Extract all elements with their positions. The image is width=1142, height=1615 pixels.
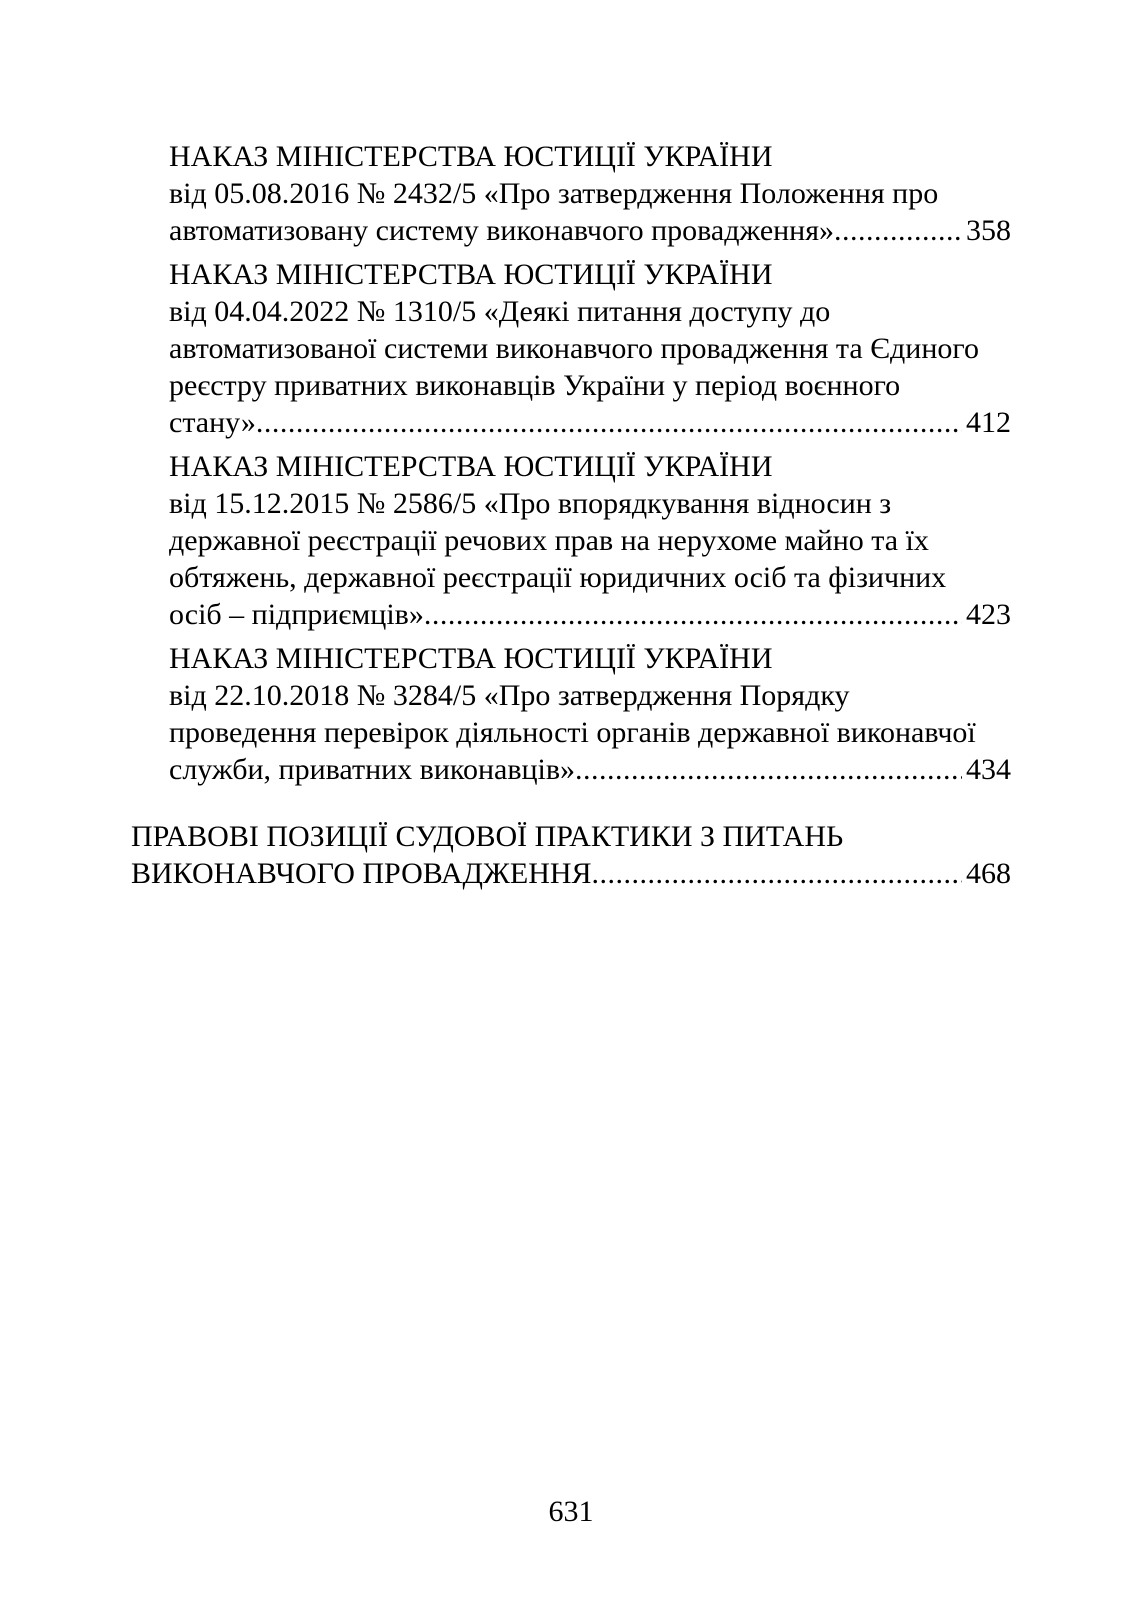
- entry-text-line: від 05.08.2016 № 2432/5 «Про затвердження Положення про: [169, 177, 939, 210]
- toc-entry: [169, 448, 1011, 633]
- entry-last-line: [169, 596, 1011, 633]
- entry-text-line: державної реєстрації речових прав на нерухоме майно та їх: [169, 524, 929, 557]
- entry-heading: НАКАЗ МІНІСТЕРСТВА ЮСТИЦІЇ УКРАЇНИ: [169, 450, 773, 483]
- page-number: 423: [966, 598, 1011, 631]
- toc-entry: [169, 256, 1011, 441]
- entry-text-line: стану»: [169, 406, 256, 439]
- page-number: 358: [966, 214, 1011, 247]
- entry-text-line: від 22.10.2018 № 3284/5 «Про затвердження Порядку: [169, 679, 850, 712]
- entry-heading: НАКАЗ МІНІСТЕРСТВА ЮСТИЦІЇ УКРАЇНИ: [169, 140, 773, 173]
- entry-last-line: [169, 212, 1011, 249]
- page-number: 468: [966, 857, 1011, 890]
- entry-text-line: від 04.04.2022 № 1310/5 «Деякі питання доступу до: [169, 295, 831, 328]
- section-heading: ПРАВОВІ ПОЗИЦІЇ СУДОВОЇ ПРАКТИКИ З ПИТАНЬ: [131, 820, 844, 853]
- toc-entry: [169, 640, 1011, 788]
- entry-text-line: проведення перевірок діяльності органів державної виконавчої: [169, 716, 976, 749]
- page-number: 434: [966, 753, 1011, 786]
- section-last-line: [131, 855, 1011, 892]
- entry-text-line: автоматизовану систему виконавчого провадження»: [169, 214, 835, 247]
- entry-text-line: служби, приватних виконавців»: [169, 753, 576, 786]
- dot-leader: [575, 751, 962, 788]
- entry-text-line: автоматизованої системи виконавчого провадження та Єдиного: [169, 332, 979, 365]
- dot-leader: [592, 855, 962, 892]
- entry-text-line: обтяжень, державної реєстрації юридичних осіб та фізичних: [169, 561, 947, 594]
- page-number: 412: [966, 406, 1011, 439]
- dot-leader: [424, 596, 962, 633]
- toc-entry: [169, 138, 1011, 249]
- dot-leader: [834, 212, 962, 249]
- entry-text-line: реєстру приватних виконавців України у період воєнного: [169, 369, 901, 402]
- table-of-contents: [131, 138, 1011, 892]
- entry-text-line: осіб – підприємців»: [169, 598, 424, 631]
- entry-text-line: від 15.12.2015 № 2586/5 «Про впорядкування відносин з: [169, 487, 892, 520]
- entry-heading: НАКАЗ МІНІСТЕРСТВА ЮСТИЦІЇ УКРАЇНИ: [169, 642, 773, 675]
- dot-leader: [256, 404, 962, 441]
- toc-section: [131, 818, 1011, 892]
- entry-heading: НАКАЗ МІНІСТЕРСТВА ЮСТИЦІЇ УКРАЇНИ: [169, 258, 773, 291]
- entry-last-line: [169, 751, 1011, 788]
- folio-page-number: 631: [548, 1495, 594, 1528]
- entry-last-line: [169, 404, 1011, 441]
- section-text-line: ВИКОНАВЧОГО ПРОВАДЖЕННЯ: [131, 857, 592, 890]
